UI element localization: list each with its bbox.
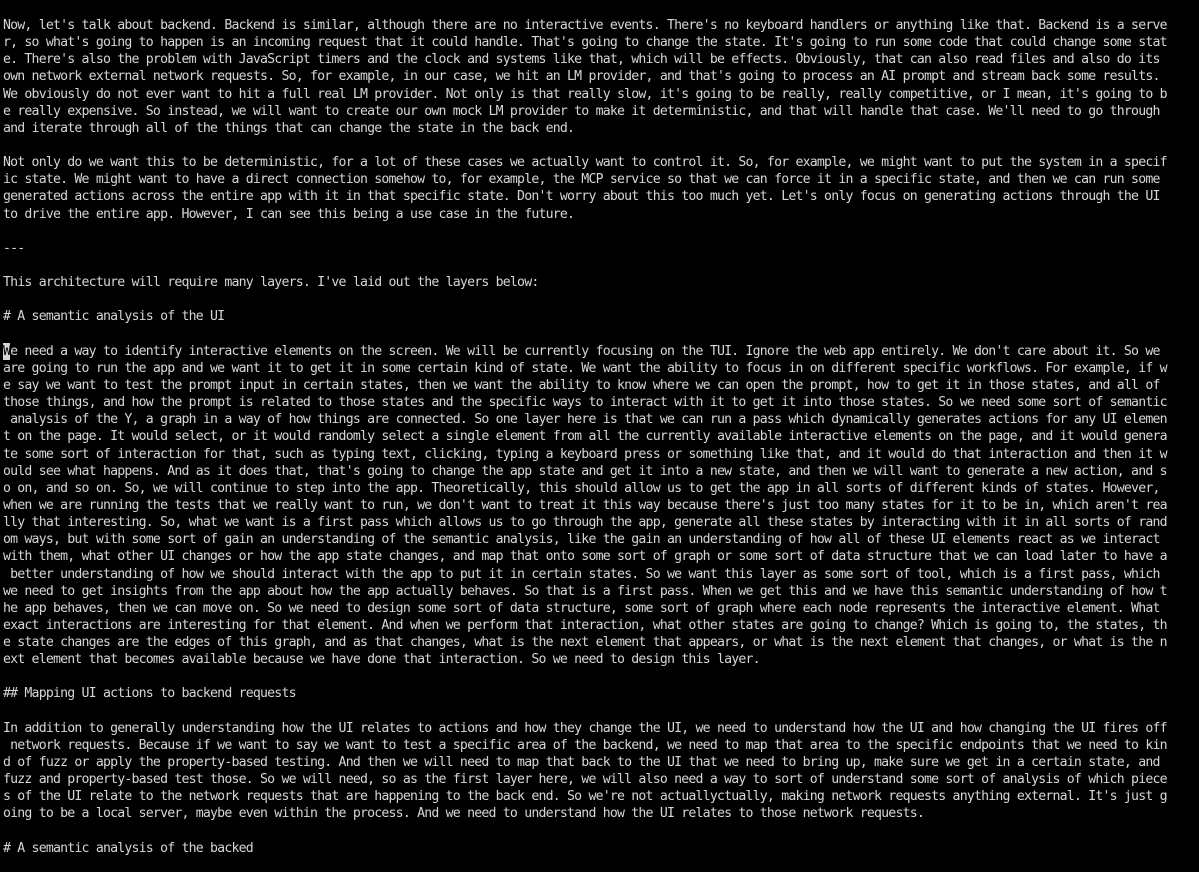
text-line: he app behaves, then we can move on. So we need to design some sort of data structure, some sort of graph where each node represents the interactive element. What xyxy=(3,600,1160,616)
text-line: This architecture will require many layers. I've laid out the layers below: xyxy=(3,275,539,291)
text-line: # A semantic analysis of the backed xyxy=(3,840,253,856)
text-line: om ways, but with some sort of gain an understanding of the semantic analysis, like the gain an understanding of how all of these UI elements react as we interact xyxy=(3,532,1160,548)
text-line: with them, what other UI changes or how the app state changes, and map that onto some sort of graph or some sort of data structure that we can load later to have a xyxy=(3,549,1167,565)
text-line: lly that interesting. So, what we want is a first pass which allows us to go through the app, generate all these states by interacting with it in all sorts of rand xyxy=(3,515,1167,531)
text-line xyxy=(3,668,1167,685)
text-line: r, so what's going to happen is an incoming request that it could handle. That's going to change the state. It's going to run some code that could change some stat xyxy=(3,35,1167,51)
text-line: fuzz and property-based test those. So we will need, so as the first layer here, we will also need a way to sort of understand some sort of analysis of which piece xyxy=(3,772,1167,788)
text-line: e really expensive. So instead, we will want to create our own mock LM provider to make it deterministic, and that will handle that case. We'll need to go through xyxy=(3,103,1160,119)
text-line: s of the UI relate to the network requests that are happening to the back end. So we're not actuallyctually, making network requests anything external. It's just g xyxy=(3,789,1167,805)
text-line: ## Mapping UI actions to backend requests xyxy=(3,686,296,702)
text-line: t on the page. It would select, or it would randomly select a single element from all the currently available interactive elements on the page, and it would genera xyxy=(3,429,1167,445)
text-line: oing to be a local server, maybe even within the process. And we need to understand how the UI relates to those network requests. xyxy=(3,806,925,822)
text-line: e. There's also the problem with JavaScript timers and the clock and systems like that, which will be effects. Obviously, that can also read files and also do its xyxy=(3,52,1160,68)
text-line: e say we want to test the prompt input in certain states, then we want the ability to know where we can open the prompt, how to get it in those states, and all of xyxy=(3,377,1160,393)
text-line: when we are running the tests that we really want to run, we don't want to treat it this way because there's just too many states for it to be in, which aren't rea xyxy=(3,497,1167,513)
text-line: those things, and how the prompt is related to those states and the specific ways to interact with it to get it into those states. So we need some sort of semantic xyxy=(3,395,1167,411)
text-line xyxy=(3,257,1167,274)
text-line: # A semantic analysis of the UI xyxy=(3,309,225,325)
text-line: better understanding of how we should interact with the app to put it in certain states. So we want this layer as some sort of tool, which is a first pass, which xyxy=(3,566,1160,582)
text-line: te some sort of interaction for that, such as typing text, clicking, typing a keyboard press or something like that, and it would do that interaction and then it w xyxy=(3,446,1167,462)
text-line: d of fuzz or apply the property-based testing. And then we will need to map that back to the UI that we need to bring up, make sure we get in a certain state, and xyxy=(3,755,1160,771)
text-line: analysis of the Y, a graph in a way of how things are connected. So one layer here is that we can run a pass which dynamically generates actions for any UI elemen xyxy=(3,412,1167,428)
text-line xyxy=(3,326,1167,343)
text-line: o on, and so on. So, we will continue to step into the app. Theoretically, this should allow us to get the app in all sorts of different kinds of states. However, xyxy=(3,480,1160,496)
text-line: --- xyxy=(3,240,25,256)
text-line xyxy=(3,343,1167,360)
text-line: to drive the entire app. However, I can see this being a use case in the future. xyxy=(3,206,575,222)
text-line: ould see what happens. And as it does that, that's going to change the app state and get it into a new state, and then we will want to generate a new action, and s xyxy=(3,463,1167,479)
text-line xyxy=(3,823,1167,840)
text-line xyxy=(3,291,1167,308)
text-line: Not only do we want this to be deterministic, for a lot of these cases we actually want to control it. So, for example, we might want to put the system in a specif xyxy=(3,155,1167,171)
text-line: ic state. We might want to have a direct connection somehow to, for example, the MCP service so that we can force it in a specific state, and then we can run some xyxy=(3,172,1160,188)
text-line xyxy=(3,137,1167,154)
text-line-content: e need a way to identify interactive elements on the screen. We will be currently focusing on the TUI. Ignore the web app entirely. We don't care about it. So we xyxy=(10,343,1160,359)
text-cursor: W xyxy=(3,343,11,359)
text-line: ext element that becomes available because we have done that interaction. So we need to design this layer. xyxy=(3,652,760,668)
text-line: network requests. Because if we want to say we want to test a specific area of the backend, we need to map that area to the specific endpoints that we need to kin xyxy=(3,737,1167,753)
text-line: We obviously do not ever want to hit a full real LM provider. Not only is that really slow, it's going to be really, really competitive, or I mean, it's going to b xyxy=(3,86,1167,102)
text-line: we need to get insights from the app about how the app actually behaves. So that is a first pass. When we get this and we have this semantic understanding of how t xyxy=(3,583,1167,599)
text-line xyxy=(3,703,1167,720)
text-line: e state changes are the edges of this graph, and as that changes, what is the next element that appears, or what is the next element that changes, or what is the n xyxy=(3,635,1167,651)
text-line: exact interactions are interesting for that element. And when we perform that interaction, what other states are going to change? Which is going to, the states, th xyxy=(3,617,1167,633)
text-line: are going to run the app and we want it to get it in some certain kind of state. We want the ability to focus in on different specific workflows. For example, if w xyxy=(3,360,1167,376)
text-buffer[interactable] xyxy=(3,17,1167,857)
text-line: Now, let's talk about backend. Backend is similar, although there are no interactive events. There's no keyboard handlers or anything like that. Backend is a serve xyxy=(3,18,1167,33)
text-line: and iterate through all of the things that can change the state in the back end. xyxy=(3,120,575,136)
text-line xyxy=(3,223,1167,240)
text-line: generated actions across the entire app with it in that specific state. Don't worry about this too much yet. Let's only focus on generating actions through the UI xyxy=(3,189,1160,205)
text-line: own network external network requests. So, for example, in our case, we hit an LM provider, and that's going to process an AI prompt and stream back some results. xyxy=(3,69,1160,85)
text-line: In addition to generally understanding how the UI relates to actions and how they change the UI, we need to understand how the UI and how changing the UI fires off xyxy=(3,720,1167,736)
